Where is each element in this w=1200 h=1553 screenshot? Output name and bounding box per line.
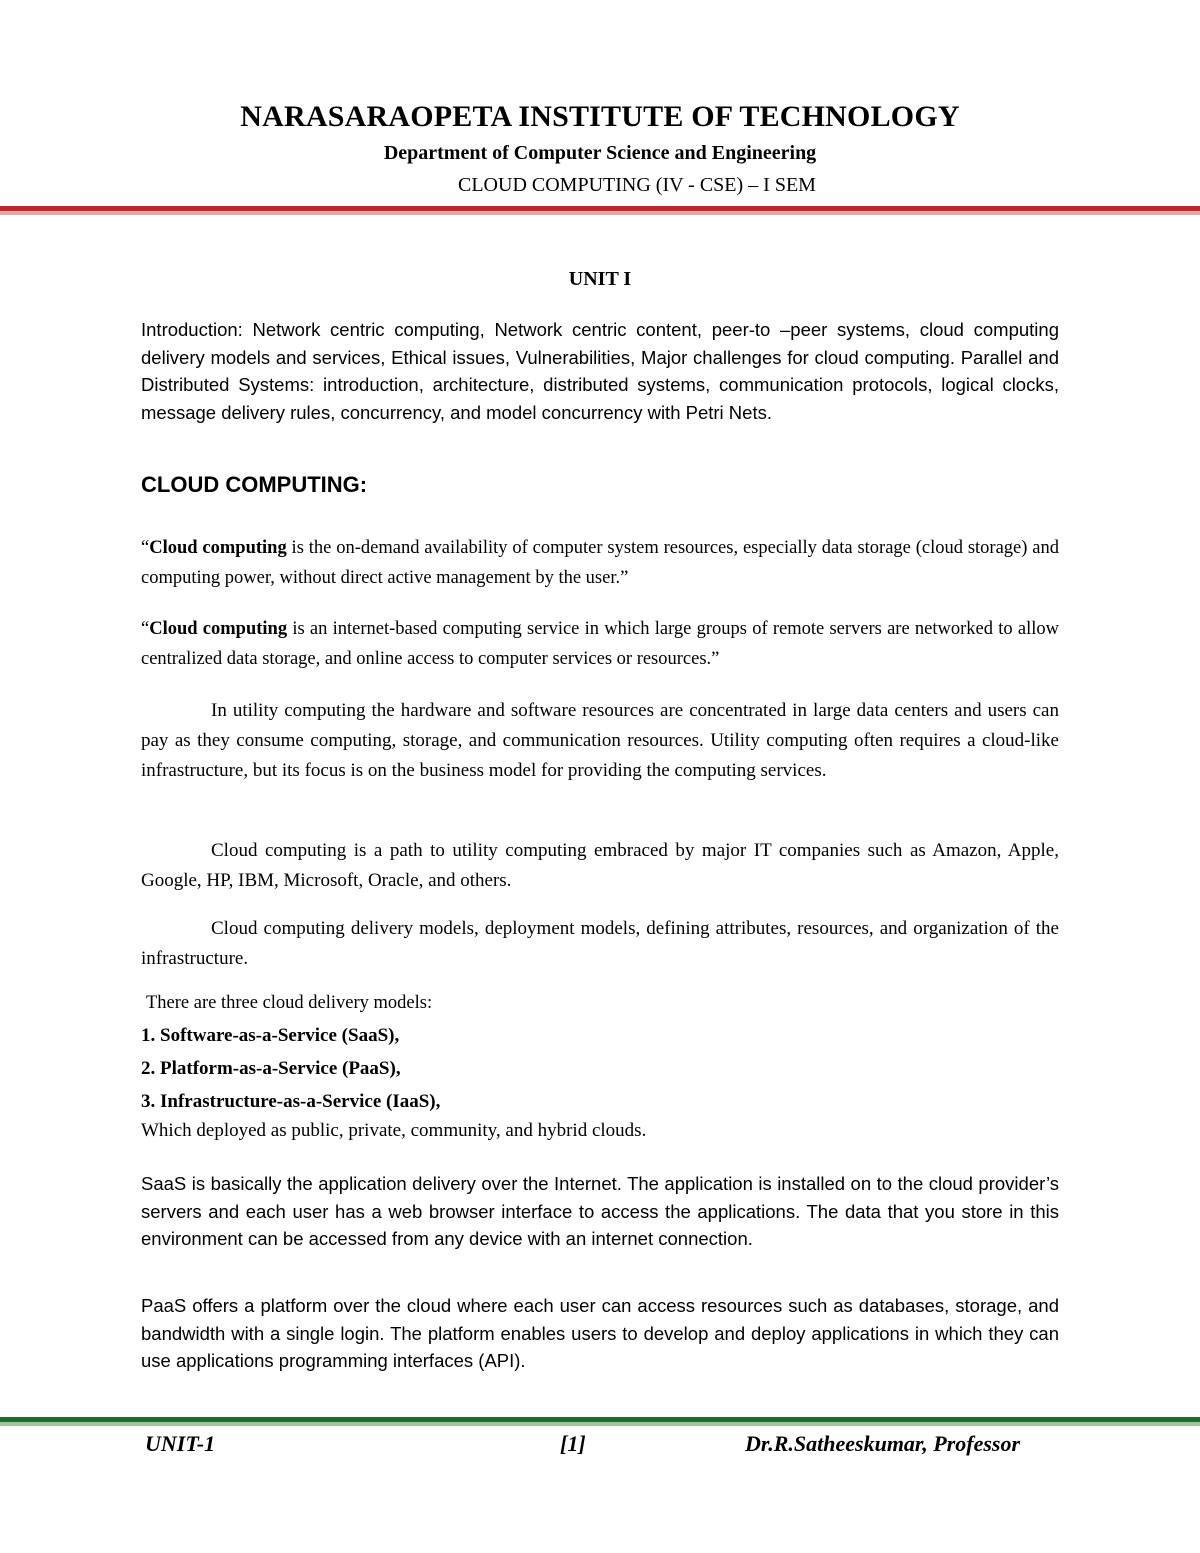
unit-title: UNIT I bbox=[568, 268, 632, 290]
department-name: Department of Computer Science and Engineering bbox=[383, 142, 817, 164]
list-item-iaas: 3. Infrastructure-as-a-Service (IaaS), bbox=[141, 1091, 441, 1112]
deployment-sentence: Which deployed as public, private, community, and hybrid clouds. bbox=[141, 1120, 647, 1141]
def1-text: is the on-demand availability of computer system resources, especially data storage (cloud storage) and computing power, without direct active management by the user.” bbox=[141, 538, 1059, 588]
list-item-paas: 2. Platform-as-a-Service (PaaS), bbox=[141, 1058, 401, 1079]
footer-unit-label: UNIT-1 bbox=[145, 1431, 216, 1456]
saas-paragraph: SaaS is basically the application delivery over the Internet. The application is installed on to the cloud provider’s servers and each user has a web browser interface to access the applications. The data that you store in this environment can be accessed from any device with an internet connection. bbox=[141, 1173, 1059, 1249]
utility-path-paragraph: Cloud computing is a path to utility computing embraced by major IT companies such as Amazon, Apple, Google, HP, IBM, Microsoft, Oracle, and others. bbox=[141, 840, 1059, 891]
course-title: CLOUD COMPUTING (IV - CSE) – I SEM bbox=[458, 174, 816, 196]
section-heading: CLOUD COMPUTING: bbox=[141, 472, 368, 497]
def2-open-quote: “ bbox=[141, 619, 150, 639]
utility-computing-paragraph: In utility computing the hardware and software resources are concentrated in large data centers and users can pay as they consume computing, storage, and communication resources. Utility computing often requires a cloud-like infrastructure, but its focus is on the business model for providing the computing services. bbox=[141, 700, 1059, 781]
header-divider-shadow bbox=[0, 211, 1200, 215]
three-models-intro: There are three cloud delivery models: bbox=[146, 993, 433, 1013]
def1-open-quote: “ bbox=[141, 538, 150, 558]
list-item-saas: 1. Software-as-a-Service (SaaS), bbox=[141, 1025, 400, 1046]
institute-name: NARASARAOPETA INSTITUTE OF TECHNOLOGY bbox=[240, 100, 960, 133]
footer-page-number: [1] bbox=[560, 1431, 586, 1456]
definition-2 bbox=[141, 614, 1059, 674]
def2-text: is an internet-based computing service in which large groups of remote servers are networked to allow centralized data storage, and online access to computer services or resources.” bbox=[141, 619, 1059, 669]
delivery-models-paragraph: Cloud computing delivery models, deployment models, defining attributes, resources, and organization of the infrastructure. bbox=[141, 918, 1059, 969]
footer-divider-shadow bbox=[0, 1422, 1200, 1426]
definition-1 bbox=[141, 533, 1059, 593]
footer-author: Dr.R.Satheeskumar, Professor bbox=[745, 1431, 1021, 1456]
unit-intro-paragraph: Introduction: Network centric computing, Network centric content, peer-to –peer systems, cloud computing delivery models and services, Ethical issues, Vulnerabilities, Major challenges for cloud computing. Parallel and Distributed Systems: introduction, architecture, distributed systems, communication protocols, logical clocks, message delivery rules, concurrency, and model concurrency with Petri Nets. bbox=[141, 319, 1059, 423]
def1-term: Cloud computing bbox=[149, 538, 287, 558]
paas-paragraph: PaaS offers a platform over the cloud where each user can access resources such as databases, storage, and bandwidth with a single login. The platform enables users to develop and deploy applications in which they can use applications programming interfaces (API). bbox=[141, 1295, 1059, 1371]
def2-term: Cloud computing bbox=[149, 619, 288, 639]
